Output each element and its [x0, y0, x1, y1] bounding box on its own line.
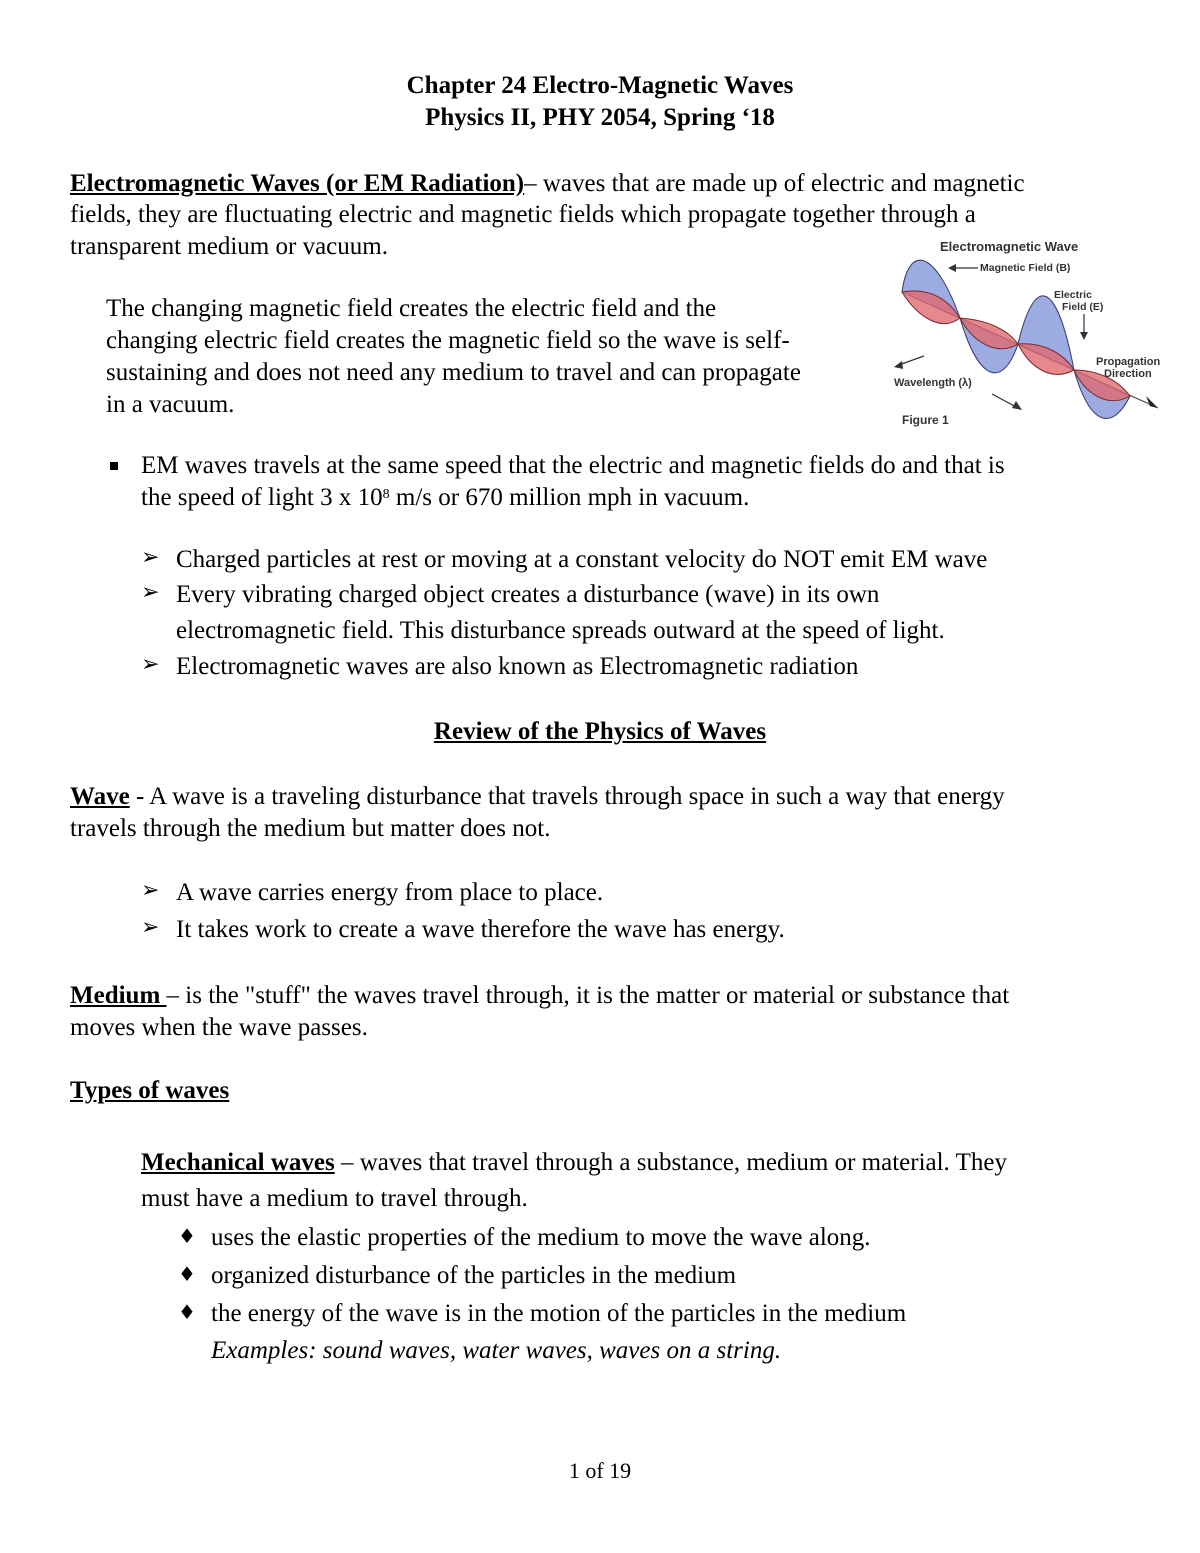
diamond-bullet-icon: ♦ [178, 1300, 196, 1324]
mechanical-item-1: uses the elastic properties of the medium to move the wave along. [211, 1224, 871, 1251]
em-definition-line2: fields, they are fluctuating electric and magnetic fields which propagate together through a [70, 201, 976, 228]
mechanical-item-3: the energy of the wave is in the motion of the particles in the medium [211, 1300, 907, 1327]
propagation-label-1: Propagation [1096, 356, 1161, 368]
mechanical-term: Mechanical waves [141, 1149, 335, 1176]
wavelength-left-arrowhead [894, 361, 903, 369]
magnetic-callout-arrowhead [948, 264, 956, 272]
page-number: 1 of 19 [568, 1458, 632, 1483]
propagation-arrowhead [1140, 396, 1158, 408]
arrow-item-2-cont: electromagnetic field. This disturbance spreads outward at the speed of light. [176, 617, 945, 644]
medium-definition-text: – is the "stuff" the waves travel through, it is the matter or material or substance that [166, 982, 1010, 1009]
chapter-title: Chapter 24 Electro-Magnetic Waves [406, 72, 794, 99]
speed-exponent: 8 [382, 487, 390, 502]
arrow-item-3: Electromagnetic waves are also known as Electromagnetic radiation [176, 653, 859, 680]
course-subtitle: Physics II, PHY 2054, Spring ‘18 [425, 104, 775, 131]
em-term: Electromagnetic Waves (or EM Radiation) [70, 170, 525, 197]
mechanical-definition-line2: must have a medium to travel through. [141, 1185, 528, 1212]
arrow-bullet-icon: ➢ [141, 652, 160, 677]
figure-caption: Figure 1 [902, 413, 949, 427]
propagation-label-2: Direction [1104, 368, 1152, 380]
em-definition-text: – waves that are made up of electric and magnetic [524, 170, 1025, 197]
em-definition-line3: transparent medium or vacuum. [70, 233, 388, 260]
mechanical-examples [211, 1333, 1151, 1369]
medium-definition-line2: moves when the wave passes. [70, 1014, 368, 1041]
arrow-bullet-icon: ➢ [141, 915, 160, 940]
self-sustaining-line3: sustaining and does not need any medium to travel and can propagate [106, 359, 801, 386]
self-sustaining-line4: in a vacuum. [106, 391, 235, 418]
square-bullet [110, 462, 118, 470]
examples-text: Examples: sound waves, water waves, waves on a string. [211, 1337, 782, 1364]
mechanical-definition-text: – waves that travel through a substance, medium or material. They [334, 1149, 1007, 1176]
em-wave-figure [888, 236, 1188, 441]
speed-text-post: m/s or 670 million mph in vacuum. [389, 484, 750, 511]
diamond-bullet-icon: ♦ [178, 1224, 196, 1248]
self-sustaining-line2: changing electric field creates the magnetic field so the wave is self- [106, 327, 790, 354]
diamond-bullet-icon: ♦ [178, 1262, 196, 1286]
wave-term: Wave [70, 783, 130, 810]
wave-item-1: A wave carries energy from place to place. [176, 879, 604, 906]
self-sustaining-line1: The changing magnetic field creates the electric field and the [106, 295, 717, 322]
types-heading: Types of waves [70, 1077, 230, 1104]
medium-term: Medium [70, 982, 167, 1009]
medium-definition [70, 980, 1150, 1011]
figure-title: Electromagnetic Wave [940, 239, 1079, 254]
mechanical-definition [141, 1147, 1141, 1178]
review-heading: Review of the Physics of Waves [433, 718, 767, 745]
wave-definition-line2: travels through the medium but matter does not. [70, 815, 551, 842]
wave-item-2: It takes work to create a wave therefore the wave has energy. [176, 916, 785, 943]
speed-line2 [141, 482, 1141, 513]
wavelength-right-arrowhead [1012, 401, 1022, 410]
arrow-bullet-icon: ➢ [141, 580, 160, 605]
electric-field-label-1: Electric [1054, 289, 1092, 301]
arrow-item-2: Every vibrating charged object creates a disturbance (wave) in its own [176, 581, 880, 608]
arrow-bullet-icon: ➢ [141, 878, 160, 903]
arrow-bullet-icon: ➢ [141, 545, 160, 570]
arrow-item-1: Charged particles at rest or moving at a constant velocity do NOT emit EM wave [176, 546, 988, 573]
electric-field-label-2: Field (E) [1062, 301, 1104, 313]
speed-line1: EM waves travels at the same speed that the electric and magnetic fields do and that is [141, 452, 1005, 479]
wave-definition-text: - A wave is a traveling disturbance that travels through space in such a way that energy [129, 783, 1005, 810]
mechanical-item-2: organized disturbance of the particles in the medium [211, 1262, 737, 1289]
speed-text-pre: the speed of light 3 x 10 [141, 484, 383, 511]
em-definition [70, 168, 1140, 199]
magnetic-field-label: Magnetic Field (B) [980, 262, 1071, 274]
electric-callout-arrowhead [1080, 332, 1088, 340]
wave-definition [70, 781, 1150, 812]
wavelength-label: Wavelength (λ) [894, 377, 972, 389]
